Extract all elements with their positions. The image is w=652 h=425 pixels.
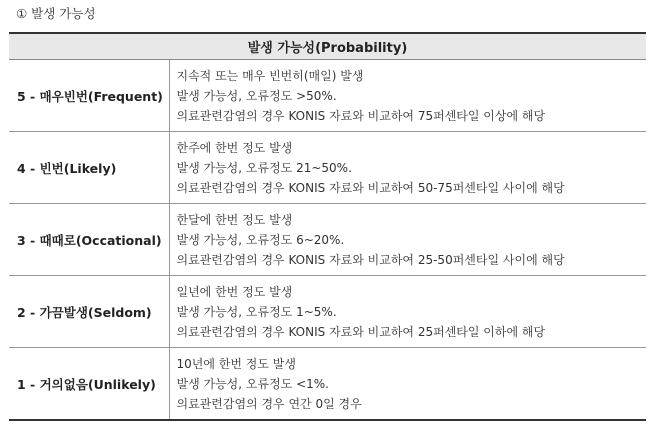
level-label: 1 - 거의없음(Unlikely) <box>9 348 169 421</box>
description-line: 발생 가능성, 오류정도 >50%. <box>176 89 337 103</box>
level-description <box>169 204 646 276</box>
description-line: 발생 가능성, 오류정도 21~50%. <box>176 161 352 175</box>
description-line: 발생 가능성, 오류정도 <1%. <box>176 377 329 391</box>
level-label: 3 - 때때로(Occational) <box>9 204 169 276</box>
level-description <box>169 132 646 204</box>
description-line: 한주에 한번 정도 발생 <box>176 141 293 155</box>
section-heading: ① 발생 가능성 <box>16 6 96 21</box>
table-row <box>9 348 646 421</box>
level-label: 5 - 매우빈번(Frequent) <box>9 60 169 132</box>
description-line: 한달에 한번 정도 발생 <box>176 213 293 227</box>
description-line: 발생 가능성, 오류정도 1~5%. <box>176 305 337 319</box>
table-row <box>9 132 646 204</box>
table-row <box>9 276 646 348</box>
table-header: 발생 가능성(Probability) <box>9 33 646 60</box>
description-line: 발생 가능성, 오류정도 6~20%. <box>176 233 345 247</box>
description-line: 10년에 한번 정도 발생 <box>176 357 296 371</box>
description-line: 의료관련감염의 경우 KONIS 자료와 비교하여 50-75퍼센타일 사이에 해당 <box>176 181 565 195</box>
probability-table <box>9 32 646 421</box>
level-description <box>169 348 646 421</box>
description-line: 일년에 한번 정도 발생 <box>176 285 293 299</box>
table-header-row <box>9 33 646 60</box>
description-line: 의료관련감염의 경우 KONIS 자료와 비교하여 25-50퍼센타일 사이에 해당 <box>176 253 565 267</box>
level-description <box>169 276 646 348</box>
table-row <box>9 60 646 132</box>
description-line: 의료관련감염의 경우 연간 0일 경우 <box>176 397 362 411</box>
table-row <box>9 204 646 276</box>
description-line: 의료관련감염의 경우 KONIS 자료와 비교하여 75퍼센타일 이상에 해당 <box>176 109 546 123</box>
description-line: 의료관련감염의 경우 KONIS 자료와 비교하여 25퍼센타일 이하에 해당 <box>176 325 546 339</box>
level-label: 4 - 빈번(Likely) <box>9 132 169 204</box>
description-line: 지속적 또는 매우 빈번히(매일) 발생 <box>176 69 364 83</box>
level-label: 2 - 가끔발생(Seldom) <box>9 276 169 348</box>
level-description <box>169 60 646 132</box>
